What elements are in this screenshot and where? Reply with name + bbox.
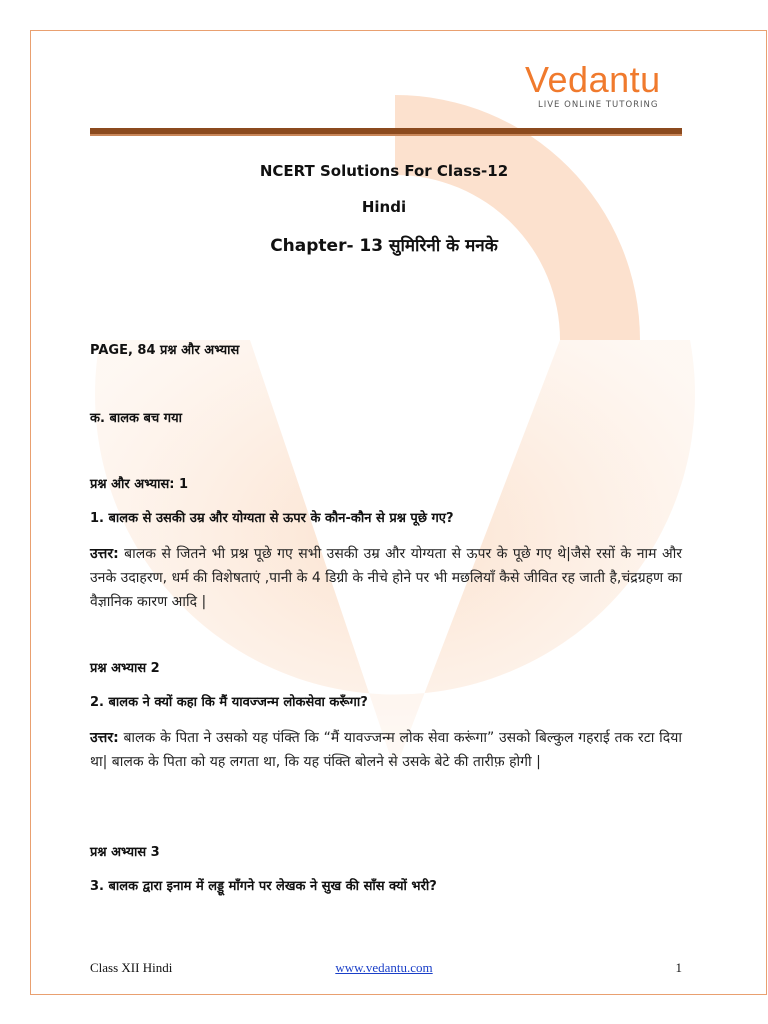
footer-class: Class XII Hindi — [90, 960, 173, 975]
answer-label: उत्तर: — [90, 730, 119, 746]
doc-chapter: Chapter- 13 सुमिरिनी के मनके — [270, 236, 498, 256]
section-heading: क. बालक बच गया — [90, 411, 182, 426]
q2-heading: प्रश्न अभ्यास 2 — [90, 661, 160, 676]
q2-question: 2. बालक ने क्यों कहा कि मैं यावज्जन्म लोकसेवा करूँगा? — [90, 695, 368, 710]
q3-heading: प्रश्न अभ्यास 3 — [90, 845, 160, 860]
q1-heading: प्रश्न और अभ्यास: 1 — [90, 477, 189, 492]
footer-website-link[interactable]: www.vedantu.com — [335, 960, 433, 975]
answer-text: बालक के पिता ने उसको यह पंक्ति कि “मैं यावज्जन्म लोक सेवा करूंगा” उसको बिल्कुल गहराई तक रटा दिया था| बालक के पिता को यह लगता था, कि यह पंक्ति बोलने से उसके बेटे की तारीफ़ होगी | — [90, 730, 682, 770]
footer-link-wrap — [0, 960, 768, 976]
header-rule — [90, 128, 682, 136]
logo-wordmark: Vedantu — [525, 59, 661, 100]
q1-answer — [90, 542, 682, 614]
doc-title: NCERT Solutions For Class-12 — [259, 162, 509, 180]
page-heading: PAGE, 84 प्रश्न और अभ्यास — [90, 343, 240, 358]
answer-label: उत्तर: — [90, 546, 119, 562]
q2-answer — [90, 726, 682, 774]
logo-tagline: LIVE ONLINE TUTORING — [538, 100, 659, 110]
doc-subject: Hindi — [361, 198, 407, 216]
page-number: 1 — [675, 960, 682, 975]
q3-question: 3. बालक द्वारा इनाम में लड्डू माँगने पर लेखक ने सुख की साँस क्यों भरी? — [90, 879, 437, 894]
answer-text: बालक से जितने भी प्रश्न पूछे गए सभी उसकी उम्र और योग्यता से ऊपर के पूछे गए थे|जैसे रसों के नाम और उनके उदाहरण, धर्म की विशेषताएं ,पानी के 4 डिग्री के नीचे होने पर भी मछलियाँ कैसे जीवित रह जाती है,चंद्रग्रहण का वैज्ञानिक कारण आदि | — [90, 546, 682, 610]
vedantu-logo — [525, 60, 675, 120]
q1-question: 1. बालक से उसकी उम्र और योग्यता से ऊपर के कौन-कौन से प्रश्न पूछे गए? — [90, 511, 454, 526]
